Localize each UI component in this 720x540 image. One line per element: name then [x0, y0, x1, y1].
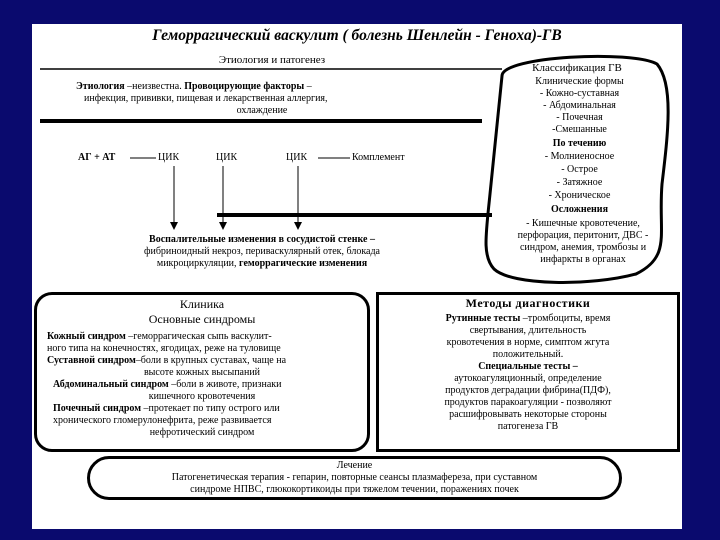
diagnostics-line: патогенеза ГВ: [497, 421, 559, 432]
complication-line: инфаркты в органах: [540, 254, 626, 265]
diagnostics-line: расшифровывать некоторые стороны: [449, 409, 607, 420]
form-item: - Абдоминальная: [543, 100, 616, 111]
clinic-subheading: Основные синдромы: [148, 312, 256, 326]
diagnostics-line: кровотечения в норме, симптом жгута: [446, 337, 610, 348]
clinic-line: высоте кожных высыпаний: [143, 367, 261, 378]
inflammation-line-3: микроциркуляции, геморрагические изменения: [156, 258, 368, 269]
course-item: - Затяжное: [556, 177, 603, 188]
classification-heading: Классификация ГВ: [532, 62, 622, 74]
special-tests-heading: Специальные тесты –: [478, 361, 578, 372]
forms-heading: Клинические формы: [535, 76, 624, 87]
complication-line: - Кишечные кровотечение,: [526, 218, 640, 229]
flow-cik-1: ЦИК: [158, 152, 180, 163]
form-item: - Кожно-суставная: [539, 88, 620, 99]
clinic-line: Абдоминальный синдром –боли в животе, признаки: [53, 379, 282, 390]
diagnostics-line: продуктов паракоагуляции - позволяют: [444, 397, 612, 408]
flow-cik-3: ЦИК: [286, 152, 308, 163]
treatment-line: Патогенетическая терапия - гепарин, повторные сеансы плазмафереза, при суставном: [171, 472, 538, 483]
page-title: Геморрагический васкулит ( болезнь Шенлейн - Геноха)-ГВ: [152, 27, 562, 44]
diagnostics-line: свертывания, длительность: [469, 325, 587, 336]
diagnostics-line: положительный.: [492, 349, 564, 360]
treatment-line: синдроме НПВС, глюкокортикоиды при тяжелом течении, поражениях почек: [190, 484, 519, 495]
arrow-head: [219, 222, 227, 230]
clinic-box: [34, 292, 370, 452]
diagnostics-box: [376, 292, 680, 452]
etiology-line-1: Этиология –неизвестна. Провоцирующие факторы –: [76, 81, 312, 92]
course-item: - Хроническое: [548, 190, 611, 201]
arrow-head: [170, 222, 178, 230]
etiology-line-2: инфекция, прививки, пищевая и лекарственная аллергия,: [84, 93, 328, 104]
arrow-head: [294, 222, 302, 230]
etiology-line-3: охлаждение: [236, 105, 288, 116]
flow-ag-at: АГ + АТ: [78, 152, 116, 163]
diagnostics-heading: Методы диагностики: [465, 296, 591, 310]
clinic-line: Суставной синдром–боли в крупных суставах, чаще на: [47, 355, 287, 366]
diagnostics-line: аутокоагуляционный, определение: [454, 373, 602, 384]
clinic-line: Почечный синдром –протекает по типу острого или: [53, 403, 280, 414]
clinic-heading: Клиника: [179, 297, 225, 311]
clinic-line: хронического гломерулонефрита, реже развивается: [53, 415, 272, 426]
complications-heading: Осложнения: [551, 204, 608, 215]
diagnostics-line: Рутинные тесты –тромбоциты, время: [445, 313, 611, 324]
clinic-line: Кожный синдром –геморрагическая сыпь васкулит-: [47, 331, 272, 342]
clinic-line: нефротический синдром: [149, 427, 255, 438]
complication-line: синдром, анемия, тромбозы и: [519, 242, 647, 253]
treatment-heading: Лечение: [336, 460, 373, 471]
inflammation-line-1: Воспалительные изменения в сосудистой стенке –: [149, 234, 375, 245]
course-item: - Молниеносное: [544, 151, 615, 162]
flow-complement: Комплемент: [352, 152, 405, 163]
form-item: -Смешанные: [552, 124, 607, 135]
treatment-box: [87, 456, 622, 500]
course-heading: По течению: [552, 138, 607, 149]
clinic-line: ного типа на конечностях, ягодицах, реже на туловище: [47, 343, 281, 354]
form-item: - Почечная: [556, 112, 603, 123]
diagnostics-line: продуктов деградации фибрина(ПДФ),: [445, 385, 611, 396]
flow-cik-2: ЦИК: [216, 152, 238, 163]
inflammation-line-2: фибриноидный некроз, периваскулярный отек, блокада: [143, 246, 380, 257]
course-item: - Острое: [561, 164, 598, 175]
etiology-heading: Этиология и патогенез: [218, 54, 326, 66]
slide: [32, 24, 682, 529]
complication-line: перфорация, перитонит, ДВС -: [517, 230, 649, 241]
clinic-line: кишечного кровотечения: [148, 391, 256, 402]
